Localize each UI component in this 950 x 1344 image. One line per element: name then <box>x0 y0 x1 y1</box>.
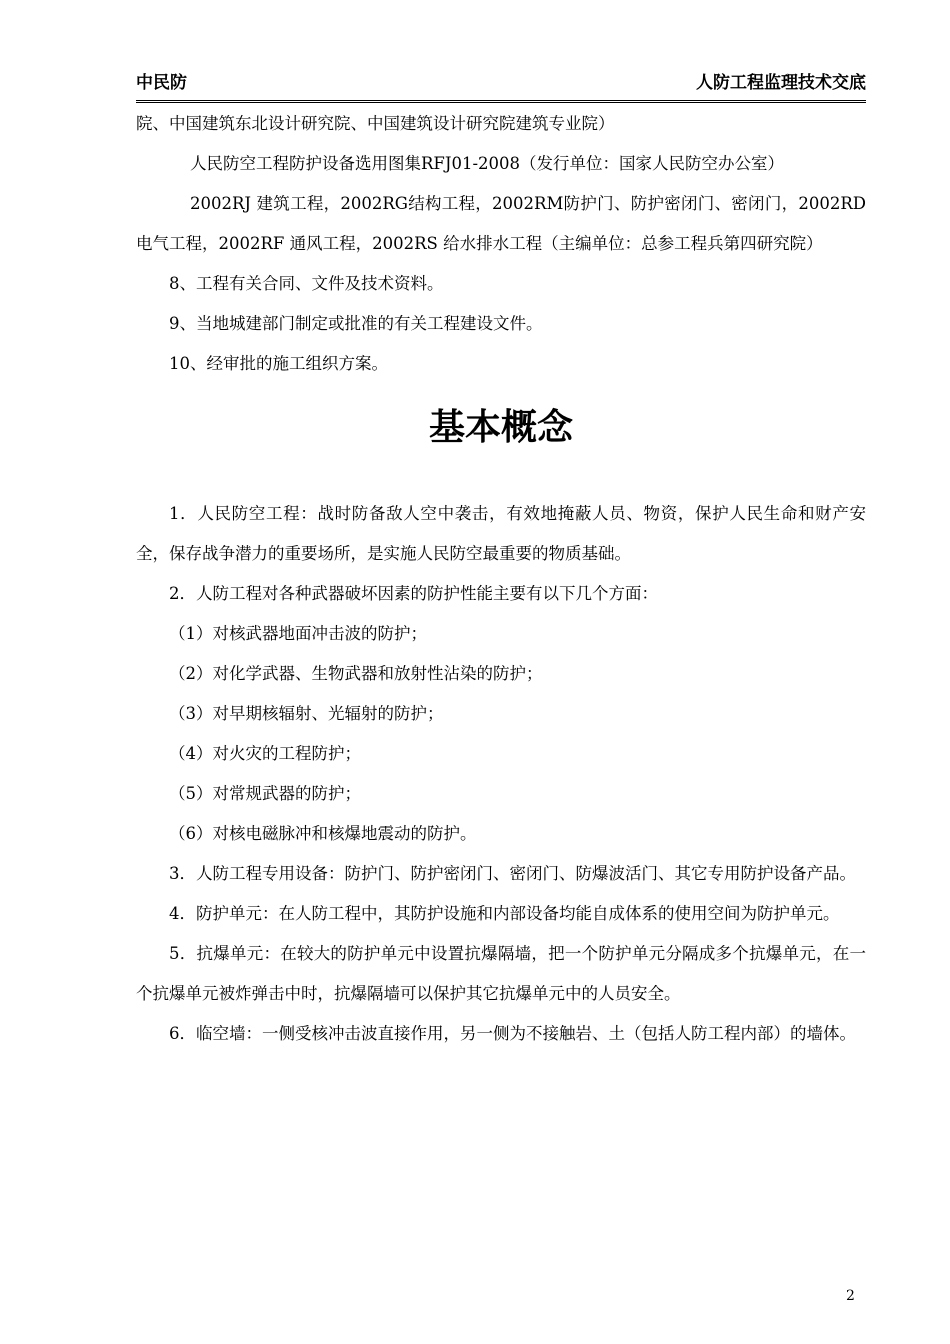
concept-2-sub-5: （5）对常规武器的防护； <box>169 784 361 803</box>
reference-item-2002: 2002RJ 建筑工程，2002RG结构工程，2002RM防护门、防护密闭门、密闭门，2002RD电气工程，2002RF 通风工程，2002RS 给水排水工程（主编单位：总参工程兵第四研究院） <box>136 194 866 253</box>
page-content <box>136 104 866 1054</box>
page-header <box>136 66 866 103</box>
reference-item-10: 10、经审批的施工组织方案。 <box>169 354 388 373</box>
reference-item-rfj01: 人民防空工程防护设备选用图集RFJ01-2008（发行单位：国家人民防空办公室） <box>190 154 785 173</box>
concept-2: 2．人防工程对各种武器破坏因素的防护性能主要有以下几个方面： <box>169 584 658 603</box>
header-document-title: 人防工程监理技术交底 <box>696 73 866 93</box>
page-number: 2 <box>846 1288 855 1304</box>
concept-2-sub-3: （3）对早期核辐射、光辐射的防护； <box>169 704 444 723</box>
concept-5: 5．抗爆单元：在较大的防护单元中设置抗爆隔墙，把一个防护单元分隔成多个抗爆单元，在一个抗爆单元被炸弹击中时，抗爆隔墙可以保护其它抗爆单元中的人员安全。 <box>136 944 866 1003</box>
concept-6: 6．临空墙：一侧受核冲击波直接作用，另一侧为不接触岩、土（包括人防工程内部）的墙体。 <box>169 1024 856 1043</box>
reference-continuation: 院、中国建筑东北设计研究院、中国建筑设计研究院建筑专业院） <box>136 114 615 133</box>
concept-2-sub-1: （1）对核武器地面冲击波的防护； <box>169 624 427 643</box>
reference-item-8: 8、工程有关合同、文件及技术资料。 <box>169 274 444 293</box>
concept-2-sub-4: （4）对火灾的工程防护； <box>169 744 361 763</box>
reference-item-9: 9、当地城建部门制定或批准的有关工程建设文件。 <box>169 314 543 333</box>
header-organization: 中民防 <box>136 73 187 93</box>
concept-2-sub-6: （6）对核电磁脉冲和核爆地震动的防护。 <box>169 824 477 843</box>
concept-1: 1．人民防空工程：战时防备敌人空中袭击，有效地掩蔽人员、物资，保护人民生命和财产安全，保存战争潜力的重要场所，是实施人民防空最重要的物质基础。 <box>136 504 866 563</box>
concept-4: 4．防护单元：在人防工程中，其防护设施和内部设备均能自成体系的使用空间为防护单元。 <box>169 904 840 923</box>
concept-2-sub-2: （2）对化学武器、生物武器和放射性沾染的防护； <box>169 664 543 683</box>
concept-3: 3．人防工程专用设备：防护门、防护密闭门、密闭门、防爆波活门、其它专用防护设备产品。 <box>169 864 856 883</box>
section-title: 基本概念 <box>428 406 573 448</box>
